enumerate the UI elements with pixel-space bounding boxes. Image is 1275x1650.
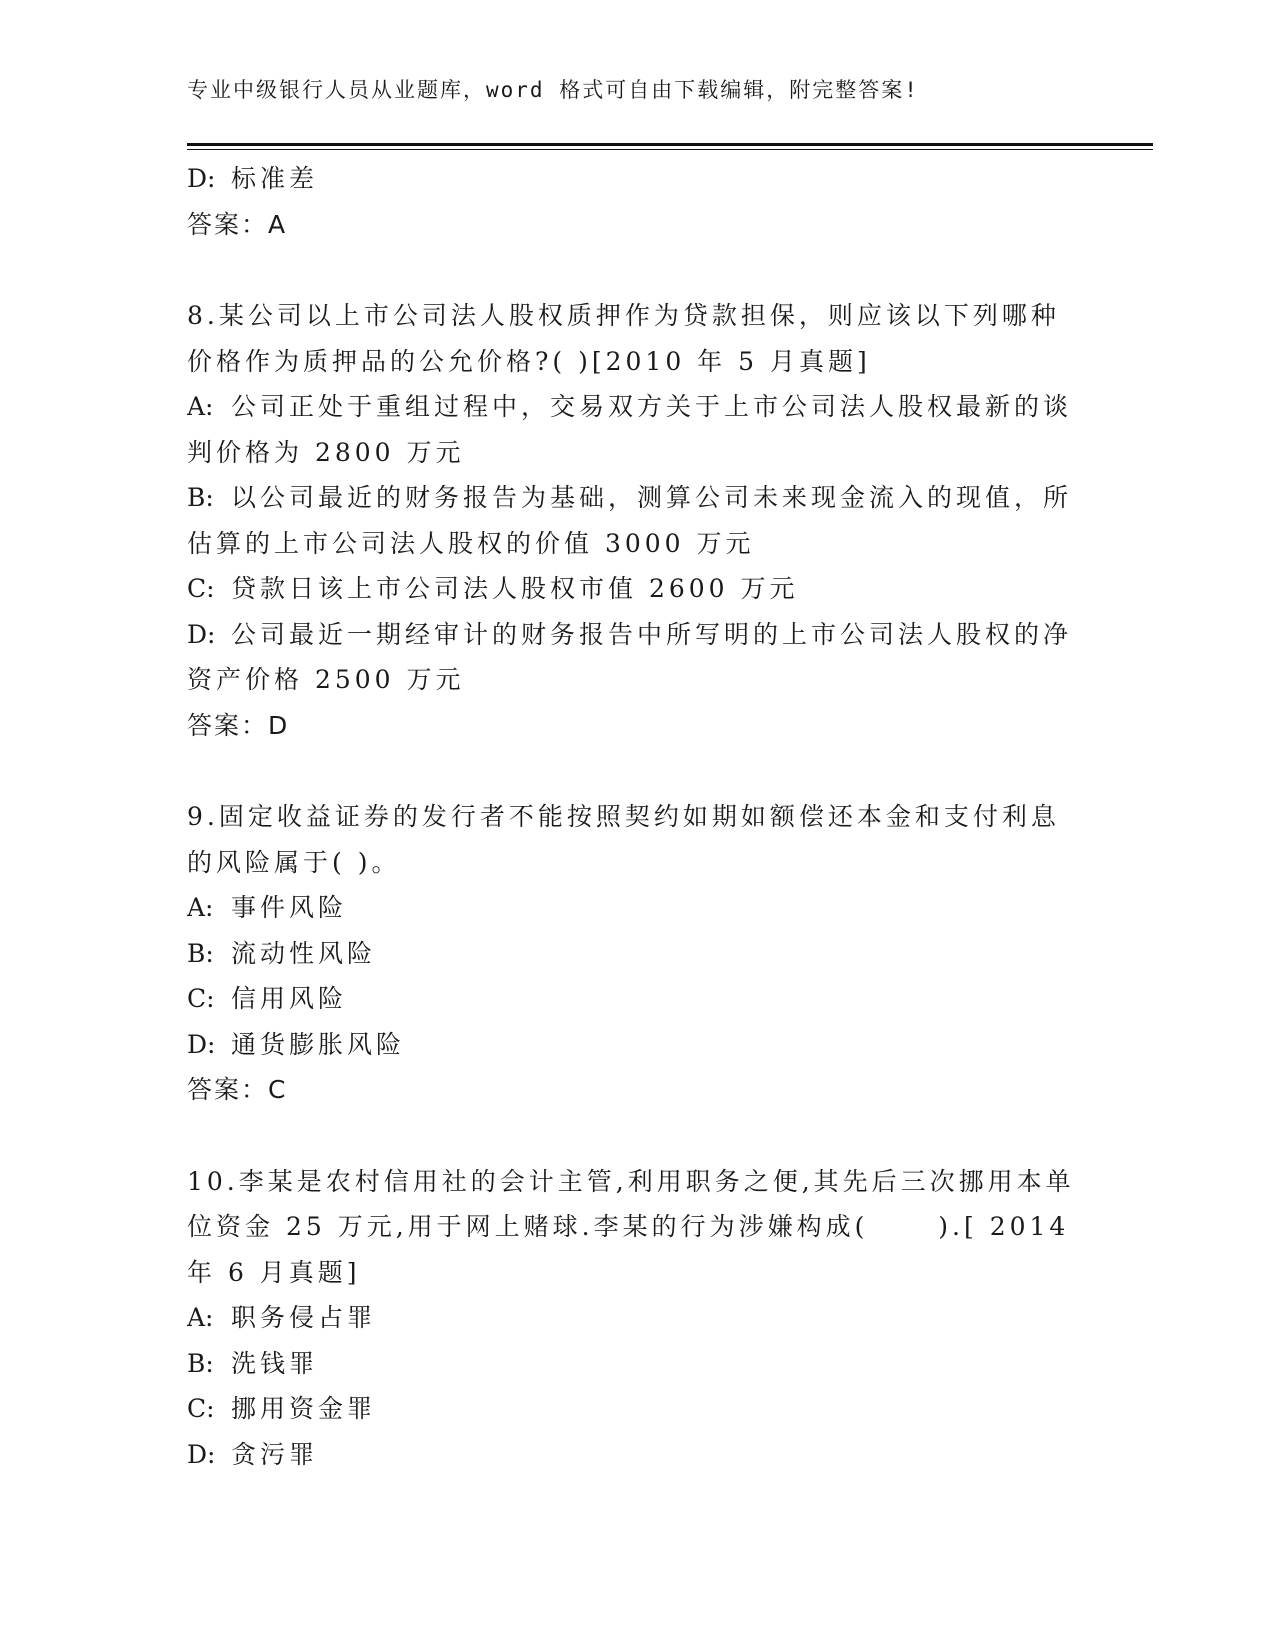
option-label: D: [187,1439,216,1469]
page-header: 专业中级银行人员从业题库，word 格式可自由下载编辑，附完整答案! [187,78,919,102]
document-body [187,156,1087,1477]
option-label: B: [187,483,214,512]
option-label: C: [187,1394,215,1423]
q10-stem-line: 10.李某是农村信用社的会计主管,利用职务之便,其先后三次挪用本单 [187,1166,1075,1196]
q9-option-c [187,976,1087,1022]
q8-stem-line: 8.某公司以上市公司法人股权质押作为贷款担保，则应该以下列哪种 [187,301,1060,330]
option-text: 事件风险 [231,893,348,922]
q10-option-c [187,1386,1087,1432]
option-text: 通货膨胀风险 [231,1029,406,1059]
q9-option-d [187,1022,1087,1068]
q9-option-b [187,931,1087,977]
option-text: 公司正处于重组过程中，交易双方关于上市公司法人股权最新的谈 [231,392,1073,421]
q8-option-c [187,566,1087,612]
q9-option-a [187,885,1087,931]
option-label: A: [187,392,214,421]
option-label: C: [187,984,215,1013]
option-label: A: [187,1303,214,1332]
option-text: 职务侵占罪 [231,1303,377,1332]
prev-answer: 答案：A [187,209,288,239]
q8-stem-line: 价格作为质押品的公允价格?( )[2010 年 5 月真题] [187,346,871,376]
q9-stem-line: 的风险属于( )。 [187,847,401,877]
q10-stem-line: 位资金 25 万元,用于网上赌球.李某的行为涉嫌构成( ).[ 2014 [187,1212,1070,1241]
option-label: C: [187,574,215,603]
header-rule-thick [187,143,1153,146]
q8-option-d-cont: 资产价格 2500 万元 [187,665,465,694]
q8-option-b [187,475,1087,521]
q8-option-a-cont: 判价格为 2800 万元 [187,437,465,467]
option-text: 挪用资金罪 [231,1394,377,1423]
option-text: 以公司最近的财务报告为基础，测算公司未来现金流入的现值，所 [231,483,1073,512]
option-label: B: [187,1348,214,1378]
option-text: 公司最近一期经审计的财务报告中所写明的上市公司法人股权的净 [231,619,1073,649]
q10-stem-line: 年 6 月真题] [187,1257,361,1287]
option-label: B: [187,938,214,968]
option-label: A: [187,893,214,922]
option-text: 信用风险 [231,984,348,1013]
option-label: D: [187,1029,216,1059]
option-label: D: [187,619,216,649]
q8-option-b-cont: 估算的上市公司法人股权的价值 3000 万元 [187,528,755,558]
header-rule-thin [187,149,1153,150]
option-text: 贷款日该上市公司法人股权市值 2600 万元 [231,574,799,603]
q8-answer: 答案：D [187,710,290,740]
q9-answer: 答案：C [187,1075,288,1104]
option-label: D: [187,164,216,193]
q10-option-a [187,1295,1087,1341]
option-text: 流动性风险 [231,938,377,968]
q10-option-d [187,1432,1087,1478]
q9-stem-line: 9.固定收益证券的发行者不能按照契约如期如额偿还本金和支付利息 [187,802,1060,831]
option-text: 洗钱罪 [231,1348,319,1378]
option-text: 贪污罪 [231,1439,319,1469]
q8-option-a [187,384,1087,430]
q8-option-d [187,612,1087,658]
q10-option-b [187,1341,1087,1387]
prev-option-d [187,156,1087,202]
option-text: 标准差 [231,164,319,193]
